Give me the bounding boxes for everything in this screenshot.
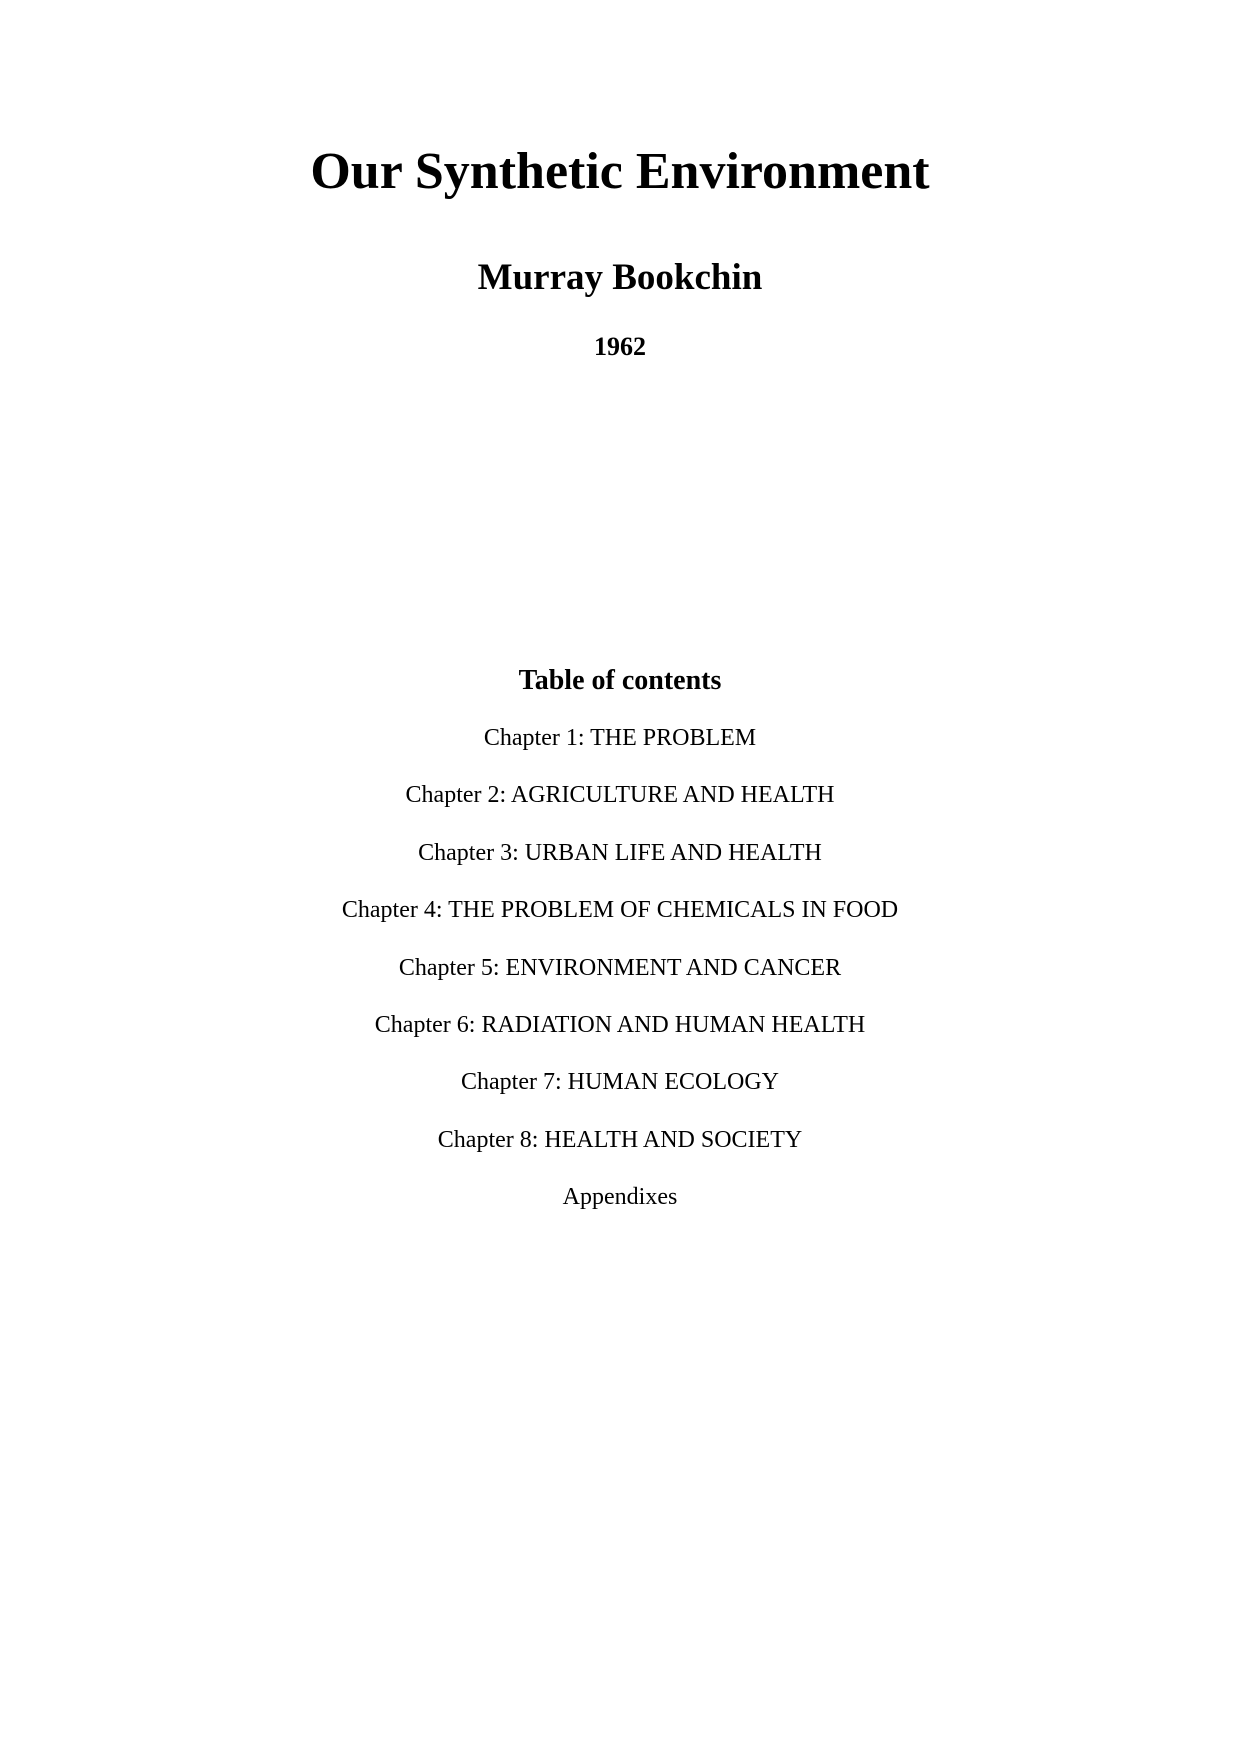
toc-item-chapter-6 bbox=[0, 1009, 1240, 1041]
toc-item-chapter-5 bbox=[0, 952, 1240, 984]
toc-link[interactable]: Chapter 3: URBAN LIFE AND HEALTH bbox=[418, 839, 822, 866]
book-author: Murray Bookchin bbox=[477, 257, 763, 298]
toc-item-chapter-4 bbox=[0, 894, 1240, 926]
toc-item-appendixes bbox=[0, 1181, 1240, 1213]
toc-link[interactable]: Chapter 6: RADIATION AND HUMAN HEALTH bbox=[374, 1011, 866, 1038]
toc-link[interactable]: Chapter 4: THE PROBLEM OF CHEMICALS IN FOOD bbox=[341, 897, 899, 924]
toc-item-chapter-1 bbox=[0, 722, 1240, 754]
toc-link[interactable]: Chapter 7: HUMAN ECOLOGY bbox=[461, 1069, 779, 1096]
toc-list bbox=[0, 722, 1240, 1239]
toc-heading: Table of contents bbox=[518, 665, 722, 696]
toc-link[interactable]: Chapter 5: ENVIRONMENT AND CANCER bbox=[398, 954, 842, 981]
toc-link[interactable]: Appendixes bbox=[562, 1184, 678, 1211]
toc-item-chapter-2 bbox=[0, 779, 1240, 811]
publication-year: 1962 bbox=[594, 332, 646, 361]
toc-item-chapter-7 bbox=[0, 1066, 1240, 1098]
book-title: Our Synthetic Environment bbox=[310, 143, 930, 200]
toc-item-chapter-3 bbox=[0, 837, 1240, 869]
toc-link[interactable]: Chapter 2: AGRICULTURE AND HEALTH bbox=[405, 782, 835, 809]
toc-link[interactable]: Chapter 1: THE PROBLEM bbox=[483, 725, 757, 751]
toc-item-chapter-8 bbox=[0, 1124, 1240, 1156]
toc-link[interactable]: Chapter 8: HEALTH AND SOCIETY bbox=[437, 1126, 803, 1153]
